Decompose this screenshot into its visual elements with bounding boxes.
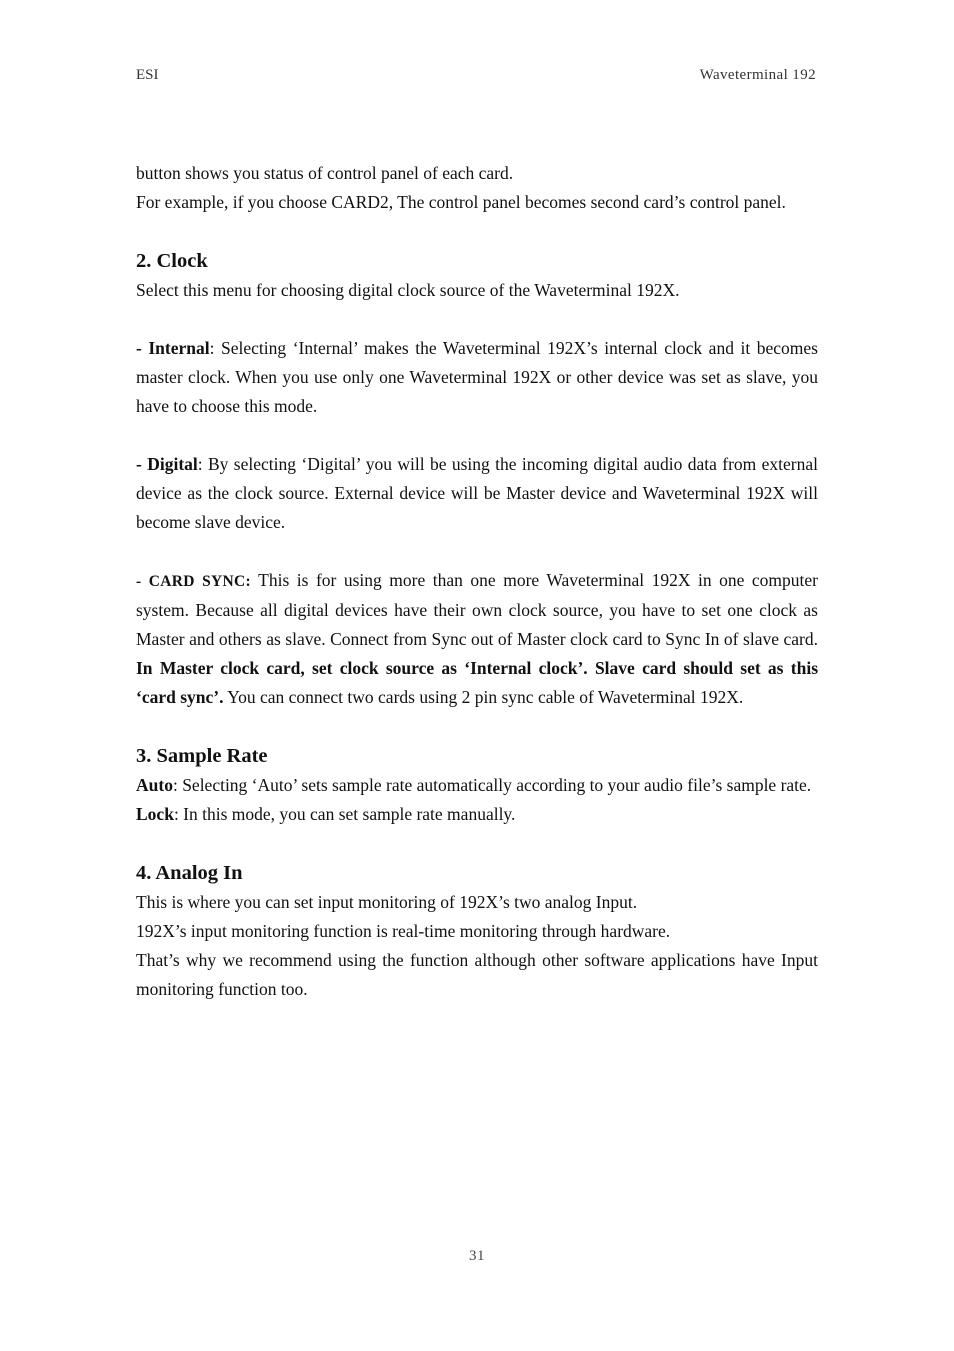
- sample-rate-lock-paragraph: [136, 800, 818, 829]
- clock-card-sync-text-1: This is for using more than one more Waveterminal 192X in one computer system. Because all digital devices have their own clock source, you have to set one clock as Master and others as slave. Connect from Sync out of Master clock card to Sync In of slave card.: [136, 570, 818, 649]
- page-number: 31: [469, 1248, 485, 1264]
- document-body: [136, 159, 818, 1004]
- analog-in-line-2: 192X’s input monitoring function is real-time monitoring through hardware.: [136, 921, 671, 941]
- clock-digital-text: : By selecting ‘Digital’ you will be using the incoming digital audio data from external device as the clock source. External device will be Master device and Waveterminal 192X will become slave device.: [136, 454, 818, 532]
- spacer: [136, 537, 818, 566]
- spacer: [136, 829, 818, 858]
- clock-card-sync-emphasis: In Master clock card, set clock source as ‘Internal clock’. Slave card should set as this ‘card sync’.: [136, 658, 818, 707]
- sample-rate-auto-paragraph: [136, 771, 818, 800]
- spacer: [136, 217, 818, 246]
- clock-card-sync-text-2: You can connect two cards using 2 pin sync cable of Waveterminal 192X.: [223, 687, 744, 707]
- clock-internal-paragraph: [136, 334, 818, 421]
- clock-digital-label: - Digital: [136, 454, 198, 474]
- clock-digital-paragraph: [136, 450, 818, 537]
- analog-in-line-3: That’s why we recommend using the function although other software applications have Input monitoring function too.: [136, 950, 818, 999]
- clock-description: Select this menu for choosing digital clock source of the Waveterminal 192X.: [136, 280, 680, 300]
- spacer: [136, 712, 818, 741]
- spacer: [136, 305, 818, 334]
- analog-in-line-1: This is where you can set input monitoring of 192X’s two analog Input.: [136, 892, 638, 912]
- clock-internal-text: : Selecting ‘Internal’ makes the Waveterminal 192X’s internal clock and it becomes master clock. When you use only one Waveterminal 192X or other device was set as slave, you have to choose this mode.: [136, 338, 818, 416]
- sample-rate-lock-label: Lock: [136, 804, 174, 824]
- sample-rate-auto-label: Auto: [136, 775, 173, 795]
- header-product-title: Waveterminal 192: [699, 67, 816, 83]
- intro-line-1: button shows you status of control panel of each card.: [136, 163, 514, 183]
- clock-card-sync-paragraph: [136, 566, 818, 712]
- intro-line-2: For example, if you choose CARD2, The control panel becomes second card’s control panel.: [136, 192, 786, 212]
- header-brand: ESI: [136, 67, 159, 83]
- spacer: [136, 421, 818, 450]
- sample-rate-lock-text: : In this mode, you can set sample rate manually.: [173, 804, 516, 824]
- section-heading-analog-in: 4. Analog In: [136, 862, 243, 884]
- running-header: [136, 67, 816, 89]
- section-heading-clock: 2. Clock: [136, 250, 208, 272]
- clock-card-sync-label: - CARD SYNC:: [136, 573, 251, 590]
- clock-internal-label: - Internal: [136, 338, 210, 358]
- sample-rate-auto-text: : Selecting ‘Auto’ sets sample rate automatically according to your audio file’s sample rate.: [172, 775, 812, 795]
- section-heading-sample-rate: 3. Sample Rate: [136, 745, 268, 767]
